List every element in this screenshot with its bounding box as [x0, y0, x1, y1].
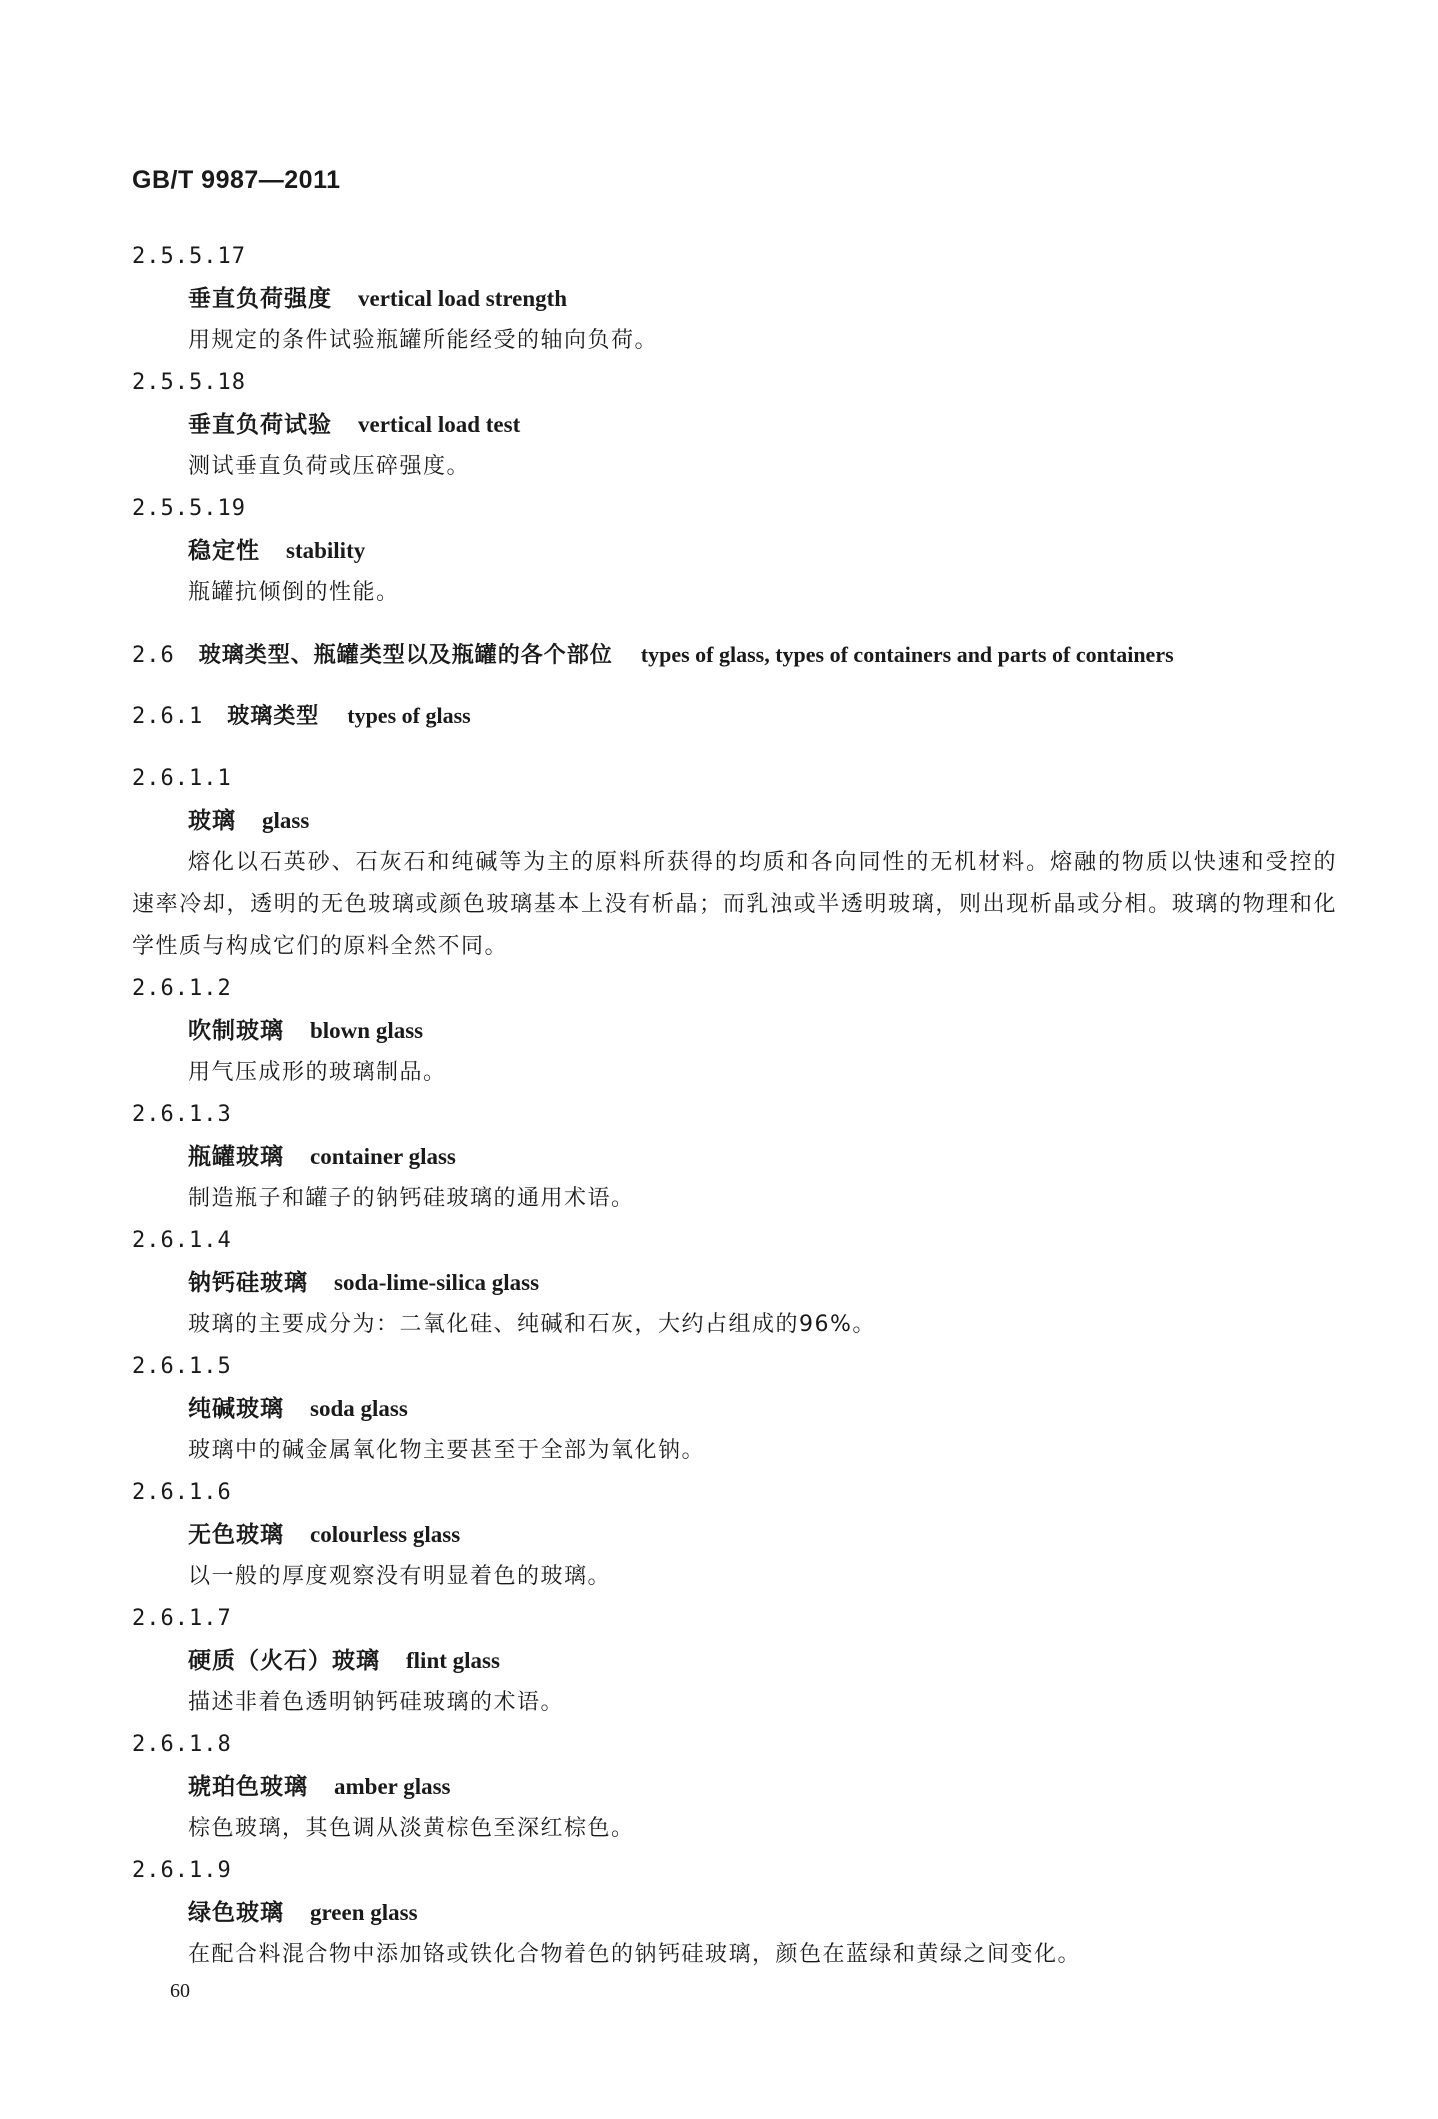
- term-en: flint glass: [406, 1648, 500, 1673]
- term-zh: 钠钙硅玻璃: [188, 1270, 308, 1296]
- entry-term: [188, 1010, 1332, 1052]
- term-zh: 纯碱玻璃: [188, 1396, 284, 1422]
- term-en: soda-lime-silica glass: [334, 1270, 540, 1295]
- subsection-number: 2.6.1: [132, 704, 204, 729]
- term-zh: 瓶罐玻璃: [188, 1144, 284, 1170]
- term-zh: 玻璃: [188, 808, 236, 834]
- entry-term: [188, 1640, 1332, 1682]
- entry-definition: 熔化以石英砂、石灰石和纯碱等为主的原料所获得的均质和各向同性的无机材料。熔融的物质以快速和受控的速率冷却，透明的无色玻璃或颜色玻璃基本上没有析晶；而乳浊或半透明玻璃，则出现析晶或分相。玻璃的物理和化学性质与构成它们的原料全然不同。: [132, 850, 1337, 959]
- entry-number: 2.6.1.8: [132, 1732, 232, 1757]
- section-number: 2.6: [132, 643, 175, 668]
- entry-term: [188, 1892, 1332, 1934]
- entry-definition: 用规定的条件试验瓶罐所能经受的轴向负荷。: [188, 328, 659, 353]
- entry-definition: 玻璃的主要成分为：二氧化硅、纯碱和石灰，大约占组成的96%。: [188, 1312, 876, 1337]
- entry-term: [188, 1262, 1332, 1304]
- entry-definition: 以一般的厚度观察没有明显着色的玻璃。: [188, 1564, 612, 1589]
- term-en: glass: [262, 808, 310, 833]
- term-en: amber glass: [334, 1774, 451, 1799]
- entry-number: 2.6.1.4: [132, 1228, 232, 1253]
- subsection-title-en: types of glass: [347, 703, 471, 728]
- term-en: colourless glass: [310, 1522, 461, 1547]
- term-en: vertical load test: [358, 412, 521, 437]
- term-zh: 无色玻璃: [188, 1522, 284, 1548]
- content-body: [132, 236, 1337, 1976]
- entry-number: 2.6.1.9: [132, 1858, 232, 1883]
- entry-definition: 玻璃中的碱金属氧化物主要甚至于全部为氧化钠。: [188, 1438, 706, 1463]
- entry-term: [188, 800, 1332, 842]
- entry-number: 2.6.1.7: [132, 1606, 232, 1631]
- subsection-heading: [132, 695, 1332, 738]
- section-title-en: types of glass, types of containers and parts of containers: [640, 642, 1174, 667]
- term-zh: 垂直负荷试验: [188, 412, 332, 438]
- entry-term: [188, 1388, 1332, 1430]
- section-title-zh: 玻璃类型、瓶罐类型以及瓶罐的各个部位: [198, 643, 613, 668]
- standard-code: GB/T 9987—2011: [132, 166, 341, 194]
- entry-number: 2.6.1.6: [132, 1480, 232, 1505]
- entry-definition: 描述非着色透明钠钙硅玻璃的术语。: [188, 1690, 565, 1715]
- term-zh: 垂直负荷强度: [188, 286, 332, 312]
- section-heading: [132, 634, 1332, 677]
- term-zh: 硬质（火石）玻璃: [188, 1648, 380, 1674]
- entry-definition: 用气压成形的玻璃制品。: [188, 1060, 447, 1085]
- entry-number: 2.6.1.5: [132, 1354, 232, 1379]
- entry-definition: 测试垂直负荷或压碎强度。: [188, 454, 471, 479]
- entry-number: 2.6.1.2: [132, 976, 232, 1001]
- entry-term: [188, 1514, 1332, 1556]
- entry-definition: 棕色玻璃，其色调从淡黄棕色至深红棕色。: [188, 1816, 635, 1841]
- entry-number: 2.6.1.3: [132, 1102, 232, 1127]
- page-number: 60: [170, 1980, 190, 2002]
- entry-number: 2.5.5.19: [132, 496, 246, 521]
- entry-term: [188, 1766, 1332, 1808]
- entry-definition: 在配合料混合物中添加铬或铁化合物着色的钠钙硅玻璃，颜色在蓝绿和黄绿之间变化。: [188, 1942, 1082, 1967]
- entry-term: [188, 530, 1332, 572]
- entry-definition: 制造瓶子和罐子的钠钙硅玻璃的通用术语。: [188, 1186, 635, 1211]
- term-zh: 绿色玻璃: [188, 1900, 284, 1926]
- term-en: stability: [286, 538, 366, 563]
- entry-definition: 瓶罐抗倾倒的性能。: [188, 580, 400, 605]
- term-zh: 稳定性: [188, 538, 260, 564]
- entry-number: 2.6.1.1: [132, 766, 232, 791]
- entry-term: [188, 404, 1332, 446]
- term-en: green glass: [310, 1900, 418, 1925]
- entry-term: [188, 278, 1332, 320]
- term-en: vertical load strength: [358, 286, 568, 311]
- term-zh: 吹制玻璃: [188, 1018, 284, 1044]
- entry-term: [188, 1136, 1332, 1178]
- term-en: blown glass: [310, 1018, 424, 1043]
- term-en: container glass: [310, 1144, 456, 1169]
- subsection-title-zh: 玻璃类型: [227, 704, 320, 729]
- entry-number: 2.5.5.17: [132, 244, 246, 269]
- term-zh: 琥珀色玻璃: [188, 1774, 308, 1800]
- entry-number: 2.5.5.18: [132, 370, 246, 395]
- term-en: soda glass: [310, 1396, 408, 1421]
